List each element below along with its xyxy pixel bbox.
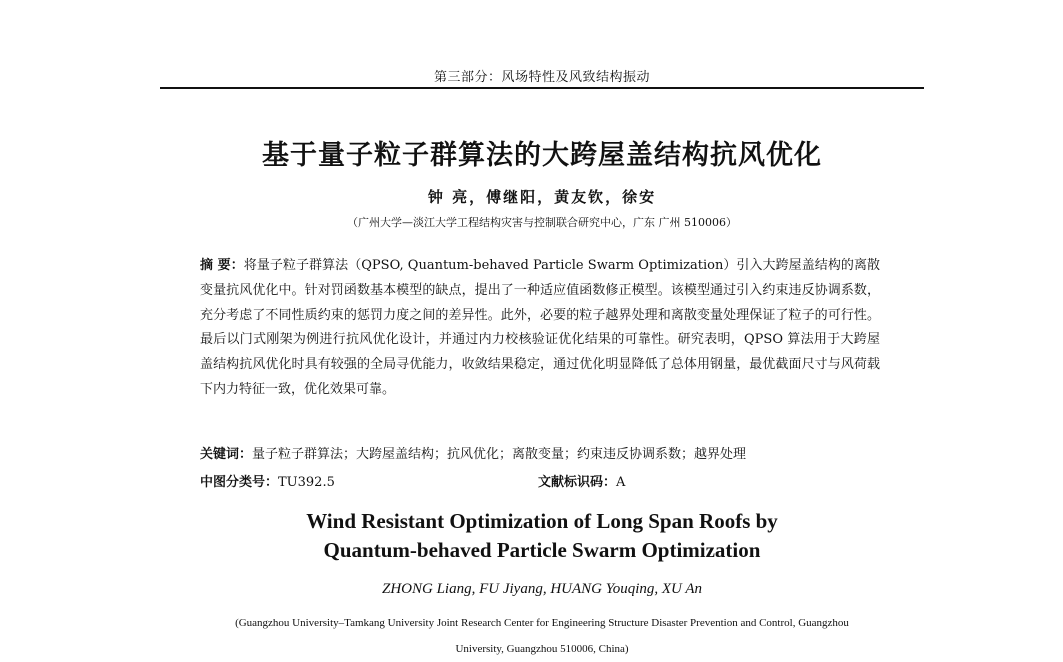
abstract-cn (200, 254, 880, 403)
keywords-cn (200, 443, 890, 462)
abstract-label: 摘 要： (200, 258, 244, 273)
authors-cn: 钟 亮，傅继阳，黄友钦，徐安 (427, 188, 657, 206)
clc-label: 中图分类号： (200, 475, 279, 490)
paper-title-en-line-1: Wind Resistant Optimization of Long Span Roofs by (306, 509, 778, 533)
doc-code-label: 文献标识码： (538, 475, 617, 490)
paper-title-cn: 基于量子粒子群算法的大跨屋盖结构抗风优化 (262, 140, 822, 171)
paper-title-en-line-2: Quantum-behaved Particle Swarm Optimization (323, 538, 761, 562)
paper-title-en (160, 507, 924, 565)
authors-en: ZHONG Liang, FU Jiyang, HUANG Youqing, XU An (381, 581, 703, 597)
affiliation-en-line-1: (Guangzhou University–Tamkang University Joint Research Center for Engineering Structure Disaster Prevention and Control, Guangzhou (235, 617, 849, 629)
header-rule (160, 87, 924, 89)
keywords-text: 量子粒子群算法；大跨屋盖结构；抗风优化；离散变量；约束违反协调系数；越界处理 (252, 447, 747, 462)
running-header: 第三部分：风场特性及风致结构振动 (433, 70, 650, 85)
affiliation-cn: （广州大学—淡江大学工程结构灾害与控制联合研究中心，广东 广州 510006） (347, 216, 737, 229)
affiliation-en-line-2: University, Guangzhou 510006, China) (455, 643, 629, 655)
clc-value: TU392.5 (278, 475, 335, 490)
document-code (538, 471, 625, 490)
clc-number (200, 471, 335, 490)
keywords-label: 关键词： (200, 447, 253, 462)
abstract-text: 将量子粒子群算法（QPSO, Quantum-behaved Particle Swarm Optimization）引入大跨屋盖结构的离散变量抗风优化中。针对罚函数基本模型的缺点，提出了一种适应值函数修正模型。该模型通过引入约束违反协调系数，充分考虑了不同性质约束的惩罚力度之间的差异性。此外，必要的粒子越界处理和离散变量处理保证了粒子的可行性。最后以门式刚架为例进行抗风优化设计，并通过内力校核验证优化结果的可靠性。研究表明，QPSO 算法用于大跨屋盖结构抗风优化时具有较强的全局寻优能力，收敛结果稳定，通过优化明显降低了总体用钢量，最优截面尺寸与风荷载下内力特征一致，优化效果可靠。 (200, 258, 880, 397)
doc-code-value: A (616, 475, 626, 490)
affiliation-en (160, 610, 924, 662)
